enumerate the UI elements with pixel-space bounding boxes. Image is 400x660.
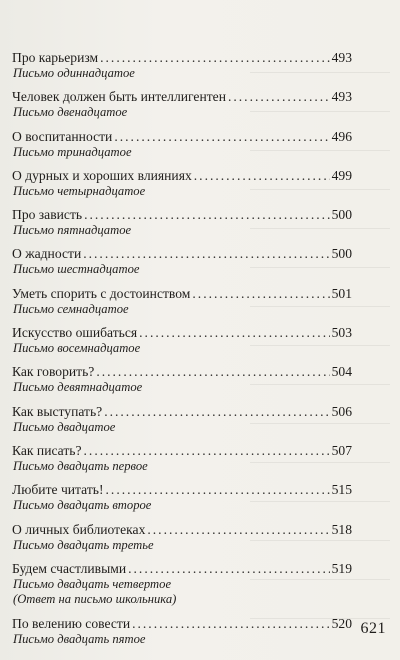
toc-entry-title: Как писать? [12,442,82,458]
toc-entry-page: 500 [331,207,352,223]
toc-entry-title: О личных библиотеках [12,521,146,537]
leader-dots [192,286,329,302]
toc-entry-title: Про зависть [12,207,83,223]
toc-entry [12,561,352,616]
toc-entry [12,522,352,561]
leader-dots [194,168,330,184]
toc-entry-title: Будем счастливыми [12,560,127,576]
toc-entry-title: О воспитанности [12,128,113,144]
toc-entry [12,443,352,482]
toc-entry-page: 507 [331,442,352,458]
leader-dots [139,325,329,341]
toc-entry-subtitle: Письмо восемнадцатое [13,341,141,356]
toc-entry-subtitle: Письмо пятнадцатое [13,223,132,238]
toc-entry-page: 493 [331,89,352,105]
toc-entry-subtitle: Письмо четырнадцатое [13,183,146,198]
toc-entry-subtitle: Письмо двадцать первое [13,458,148,473]
leader-dots [132,616,330,632]
leader-dots [83,246,329,262]
toc-entry [12,129,352,168]
toc-entry-title: Человек должен быть интеллигентен [12,89,226,105]
toc-entry [12,404,352,443]
toc-entry-title: Любите читать! [12,482,104,498]
toc-entry-page: 501 [331,285,352,301]
toc-entry-page: 503 [331,325,352,341]
page-number: 621 [360,620,386,637]
toc-entry-page: 504 [331,364,352,380]
toc-entry-page: 506 [331,403,352,419]
toc-entry [12,168,352,207]
toc-entry-title: Уметь спорить с достоинством [12,285,191,301]
toc-entry-page: 500 [331,246,352,262]
toc-entry-title: О дурных и хороших влияниях [12,167,192,183]
toc-entry-subtitle: Письмо шестнадцатое [13,262,140,277]
toc-entry-title: Искусство ошибаться [12,325,138,341]
toc-entry-subtitle: Письмо тринадцатое [13,144,132,159]
table-of-contents [12,50,352,655]
toc-entry-subtitle: Письмо двадцать второе [13,498,152,513]
toc-entry-subtitle: Письмо двадцать третье [13,537,154,552]
leader-dots [104,404,329,420]
toc-entry-subtitle: Письмо двадцать пятое [13,631,146,646]
leader-dots [96,364,329,380]
toc-entry-title: По велению совести [12,615,131,631]
toc-entry-page: 493 [331,50,352,65]
toc-entry-subtitle: Письмо двадцатое [13,419,116,434]
leader-dots [147,522,329,538]
toc-entry-subtitle: Письмо двадцать четвертое [13,576,172,591]
toc-entry [12,364,352,403]
toc-entry [12,325,352,364]
toc-entry [12,616,352,655]
toc-entry [12,286,352,325]
toc-entry-subtitle: Письмо девятнадцатое [13,380,143,395]
toc-entry [12,50,352,89]
leader-dots [84,207,330,223]
toc-entry-page: 520 [331,615,352,631]
toc-entry [12,89,352,128]
leader-dots [228,89,330,105]
toc-entry [12,207,352,246]
toc-entry-page: 499 [331,167,352,183]
toc-entry-note: (Ответ на письмо школьника) [13,591,177,606]
leader-dots [84,443,330,459]
toc-entry-page: 515 [331,482,352,498]
toc-entry-page: 518 [331,521,352,537]
leader-dots [128,561,329,577]
toc-entry-page: 496 [331,128,352,144]
toc-entry-subtitle: Письмо семнадцатое [13,301,129,316]
toc-entry-page: 519 [331,560,352,576]
toc-entry-title: О жадности [12,246,82,262]
toc-entry [12,246,352,285]
toc-entry-subtitle: Письмо одиннадцатое [13,66,135,80]
leader-dots [114,129,329,145]
toc-entry-title: Как говорить? [12,364,95,380]
leader-dots [100,50,329,66]
toc-entry-title: Про карьеризм [12,50,99,65]
toc-entry-subtitle: Письмо двенадцатое [13,105,128,120]
toc-entry-title: Как выступать? [12,403,103,419]
leader-dots [106,482,330,498]
toc-entry [12,482,352,521]
